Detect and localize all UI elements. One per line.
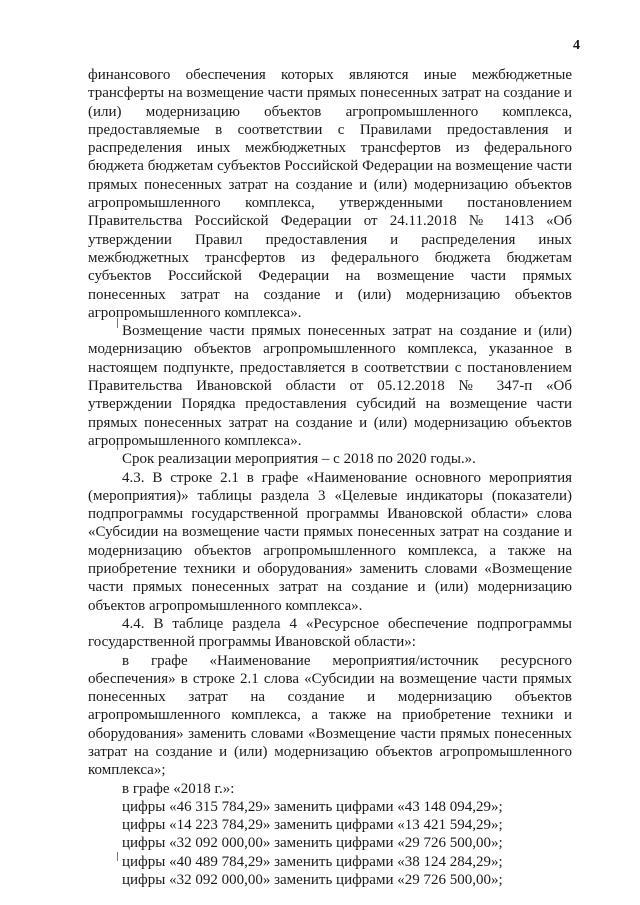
paragraph-year-2018: в графе «2018 г.»: xyxy=(122,780,235,797)
paragraph-ivanovo-resolution: Возмещение части прямых понесенных затрат на создание и (или) модернизацию объектов агропромышленного комплекса, указанное в настоящем подпункте, предоставляется в соответствии с постановлением Правительства Ивановской области от 05.12.2018 № 347-п «Об утверждении Порядка предоставления субсидий на возмещение части прямых понесенных затрат на создание и (или) модернизацию объектов агропромышленного комплекса». xyxy=(88,323,572,449)
paragraph-4-4: 4.4. В таблице раздела 4 «Ресурсное обеспечение подпрограммы государственной программы Ивановской области»: xyxy=(88,615,572,651)
page-number: 4 xyxy=(573,38,580,53)
paragraph-4-3: 4.3. В строке 2.1 в графе «Наименование основного мероприятия (мероприятия)» таблицы раздела 3 «Целевые индикаторы (показатели) подпрограммы государственной программы Ивановской области» слова «Субсидии на возмещение части прямых понесенных затрат на создание и модернизацию объектов агропромышленного комплекса, а также на приобретение техники и оборудования» заменить словами «Возмещение части прямых понесенных затрат на создание и (или) модернизацию объектов агропромышленного комплекса». xyxy=(88,469,572,614)
paragraph-implementation-period: Срок реализации мероприятия – с 2018 по 2020 годы.». xyxy=(122,451,476,468)
paragraph-column-name-change: в графе «Наименование мероприятия/источник ресурсного обеспечения» в строке 2.1 слова «Субсидии на возмещение части прямых понесенных затрат на создание и модернизацию объектов агропромышленного комплекса, а также на приобретение техники и оборудования» заменить словами «Возмещение части прямых понесенных затрат на создание и (или) модернизацию объектов агропромышленного комплекса»; xyxy=(88,652,572,779)
replacement-line: цифры «32 092 000,00» заменить цифрами «29 726 500,00»; xyxy=(122,835,503,852)
replacement-line: цифры «40 489 784,29» заменить цифрами «38 124 284,29»; xyxy=(122,853,503,870)
replacement-line: цифры «46 315 784,29» заменить цифрами «43 148 094,29»; xyxy=(122,798,503,815)
document-body xyxy=(88,66,572,889)
paragraph-funding-basis: финансового обеспечения которых являются иные межбюджетные трансферты на возмещение части прямых понесенных затрат на создание и (или) модернизацию объектов агропромышленного комплекса, предоставляемые в соответствии с Правилами предоставления и распределения иных межбюджетных трансфертов из федерального бюджета бюджетам субъектов Российской Федерации на возмещение части прямых понесенных затрат на создание и (или) модернизацию объектов агропромышленного комплекса, утвержденными постановлением Правительства Российской Федерации от 24.11.2018 № 1413 «Об утверждении Правил предоставления и распределения иных межбюджетных трансфертов из федерального бюджета бюджетам субъектов Российской Федерации на возмещение части прямых понесенных затрат на создание и (или) модернизацию объектов агропромышленного комплекса». xyxy=(88,67,572,321)
replacement-line: цифры «14 223 784,29» заменить цифрами «13 421 594,29»; xyxy=(122,817,503,834)
replacement-line: цифры «32 092 000,00» заменить цифрами «29 726 500,00»; xyxy=(122,872,503,889)
